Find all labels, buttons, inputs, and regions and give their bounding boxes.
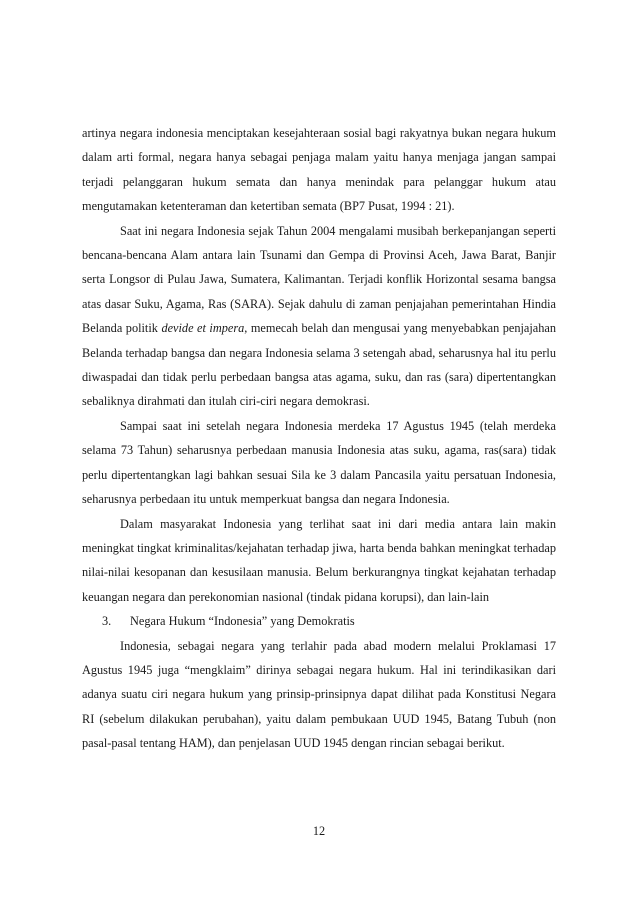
- paragraph-text-before-italic: Saat ini negara Indonesia sejak Tahun 2004 mengalami musibah berkepanjangan seperti bencana-bencana Alam antara lain Tsunami dan Gempa di Provinsi Aceh, Jawa Barat, Banjir serta Longsor di Pulau Jawa, Sumatera, Kalimantan. Terjadi konflik Horizontal sesama bangsa atas dasar Suku, Agama, Ras (SARA). Sejak dahulu di zaman penjajahan pemerintahan Hindia Belanda politik: [82, 223, 556, 336]
- paragraph-rule-of-law: Indonesia, sebagai negara yang terlahir pada abad modern melalui Proklamasi 17 Agustus 1945 juga “mengklaim” dirinya sebagai negara hukum. Hal ini terindikasikan dari adanya suatu ciri negara hukum yang prinsip-prinsipnya dapat dilihat pada Konstitusi Negara RI (sebelum dilakukan perubahan), yaitu dalam pembukaan UUD 1945, Batang Tubuh (non pasal-pasal tentang HAM), dan penjelasan UUD 1945 dengan rincian sebagai berikut.: [82, 638, 556, 751]
- paragraph-society: Dalam masyarakat Indonesia yang terlihat saat ini dari media antara lain makin meningkat tingkat kriminalitas/kejahatan terhadap jiwa, harta benda bahkan meningkat terhadap nilai-nilai kesopanan dan kesusilaan manusia. Belum berkurangnya tingkat kejahatan terhadap keuangan negara dan perekonomian nasional (tindak pidana korupsi), dan lain-lain: [82, 516, 556, 604]
- section-number: 3.: [102, 614, 112, 629]
- section-title: Negara Hukum “Indonesia” yang Demokratis: [130, 614, 355, 629]
- paragraph-text-after-italic: , memecah belah dan mengusai yang menyebabkan penjajahan Belanda terhadap bangsa dan negara Indonesia selama 3 setengah abad, seharusnya hal itu perlu diwaspadai dan tidak perlu perbedaan bangsa atas agama, suku, dan ras (sara) dipertentangkan sebaliknya dirahmati dan itulah ciri-ciri negara demokrasi.: [82, 321, 556, 409]
- paragraph-continuation: artinya negara indonesia menciptakan kesejahteraan sosial bagi rakyatnya bukan negara hukum dalam arti formal, negara hanya sebagai penjaga malam yaitu hanya menjaga jangan sampai terjadi pelanggaran hukum semata dan hanya menindak para pelanggar hukum atau mengutamakan ketenteraman dan ketertiban semata (BP7 Pusat, 1994 : 21).: [82, 126, 556, 214]
- page-number: 12: [312, 824, 326, 838]
- page-body: [82, 121, 556, 756]
- paragraph-disasters-conflict: [82, 219, 556, 414]
- italic-phrase: devide et impera: [161, 321, 245, 336]
- section-heading: [82, 609, 556, 633]
- paragraph-independence: Sampai saat ini setelah negara Indonesia merdeka 17 Agustus 1945 (telah merdeka selama 73 Tahun) seharusnya perbedaan manusia Indonesia atas suku, agama, ras(sara) tidak perlu dipertentangkan lagi bahkan sesuai Sila ke 3 dalam Pancasila yaitu persatuan Indonesia, seharusnya perbedaan itu untuk memperkuat bangsa dan negara Indonesia.: [82, 418, 556, 507]
